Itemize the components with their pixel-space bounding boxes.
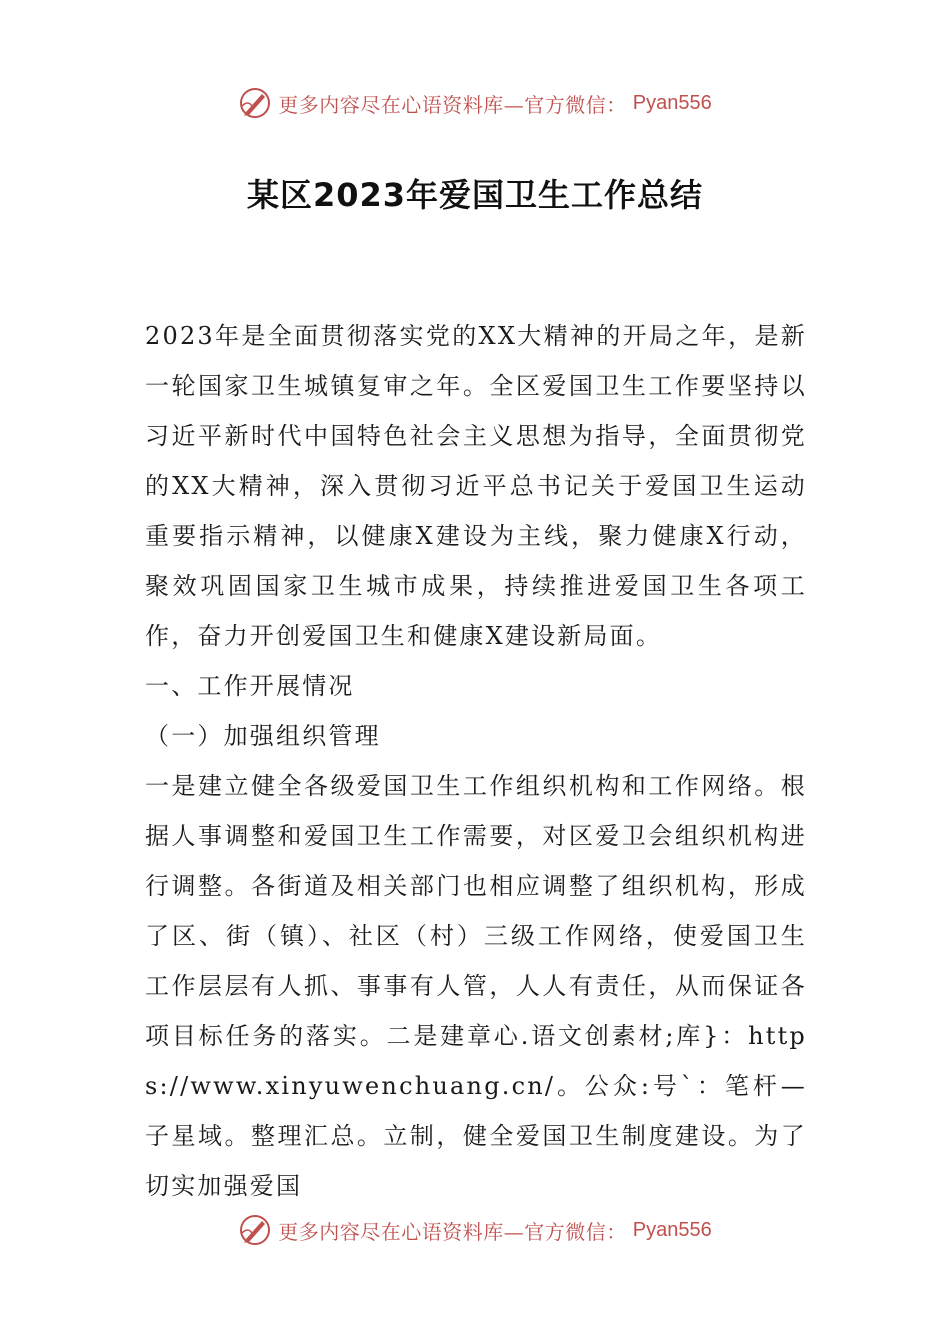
pen-logo-icon — [238, 1213, 272, 1247]
header-banner — [0, 83, 950, 123]
section-heading: 一、工作开展情况 — [145, 672, 355, 700]
header-banner-text: 更多内容尽在心语资料库—官方微信： — [278, 92, 627, 117]
footer-banner-text: 更多内容尽在心语资料库—官方微信： — [278, 1219, 627, 1244]
pen-logo-icon — [238, 86, 272, 120]
document-body — [145, 311, 807, 1211]
body-paragraph: 一是建立健全各级爱国卫生工作组织机构和工作网络。根据人事调整和爱国卫生工作需要，对区爱卫会组织机构进行调整。各街道及相关部门也相应调整了组织机构，形成了区、街（镇）、社区（村）三级工作网络，使爱国卫生工作层层有人抓、事事有人管，人人有责任，从而保证各项目标任务的落实。二是建章心.语文创素材;库}：https://www.xinyuwenchuang.cn/。公众:号`：笔杆—子星域。整理汇总。立制，健全爱国卫生制度建设。为了切实加强爱国 — [145, 772, 807, 1200]
header-wechat-id: Pyan556 — [632, 91, 712, 114]
subsection-heading: （一）加强组织管理 — [145, 722, 381, 750]
intro-paragraph: 2023年是全面贯彻落实党的XX大精神的开局之年，是新一轮国家卫生城镇复审之年。全区爱国卫生工作要坚持以习近平新时代中国特色社会主义思想为指导，全面贯彻党的XX大精神，深入贯彻习近平总书记关于爱国卫生运动重要指示精神，以健康X建设为主线，聚力健康X行动，聚效巩固国家卫生城市成果，持续推进爱国卫生各项工作，奋力开创爱国卫生和健康X建设新局面。 — [145, 322, 807, 650]
document-title: 某区2023年爱国卫生工作总结 — [246, 176, 704, 214]
footer-wechat-id: Pyan556 — [632, 1218, 712, 1241]
footer-banner — [0, 1210, 950, 1250]
